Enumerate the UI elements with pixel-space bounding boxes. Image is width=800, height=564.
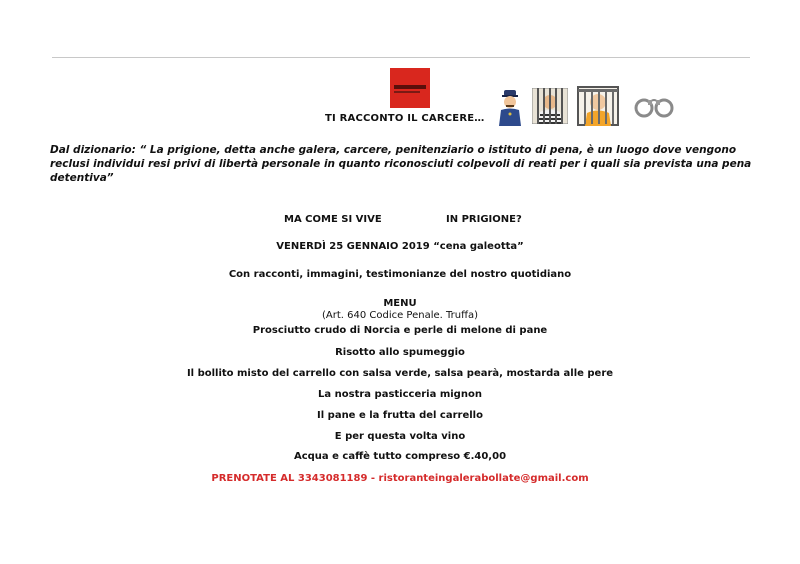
menu-note: (Art. 640 Codice Penale. Truffa)	[321, 310, 479, 321]
event-subtitle: Con racconti, immagini, testimonianze del nostro quotidiano	[228, 269, 572, 280]
menu-item: Prosciutto crudo di Norcia e perle di melone di pane	[252, 325, 548, 336]
menu-item: La nostra pasticceria mignon	[318, 389, 482, 400]
handcuffs-icon	[633, 92, 675, 122]
question-part-1: MA COME SI VIVE	[284, 214, 382, 225]
police-officer-icon	[496, 88, 524, 126]
question-part-2: IN PRIGIONE?	[446, 214, 522, 225]
menu-heading: MENU	[383, 298, 417, 309]
prisoner-behind-bars-icon	[532, 88, 568, 124]
top-divider	[52, 57, 750, 58]
event-date: VENERDÌ 25 GENNAIO 2019 “cena galeotta”	[276, 241, 524, 252]
restaurant-logo	[390, 68, 430, 108]
prisoner-cell-icon	[577, 86, 619, 126]
menu-item: Il bollito misto del carrello con salsa verde, salsa pearà, mostarda alle pere	[186, 368, 614, 379]
menu-price: Acqua e caffè tutto compreso €.40,00	[293, 451, 507, 462]
menu-item: Risotto allo spumeggio	[335, 347, 465, 358]
booking-contact: PRENOTATE AL 3343081189 - ristoranteingalerabollate@gmail.com	[211, 473, 589, 484]
menu-item: Il pane e la frutta del carrello	[317, 410, 483, 421]
menu-item: E per questa volta vino	[334, 431, 466, 442]
page-title: TI RACCONTO IL CARCERE…	[325, 113, 485, 124]
dictionary-quote: Dal dizionario: “ La prigione, detta anche galera, carcere, penitenziario o istituto di pena, è un luogo dove vengono reclusi individui resi privi di libertà personale in quanto riconosciuti colpevoli di reati per i quali sia prevista una pena detentiva”	[50, 144, 752, 184]
